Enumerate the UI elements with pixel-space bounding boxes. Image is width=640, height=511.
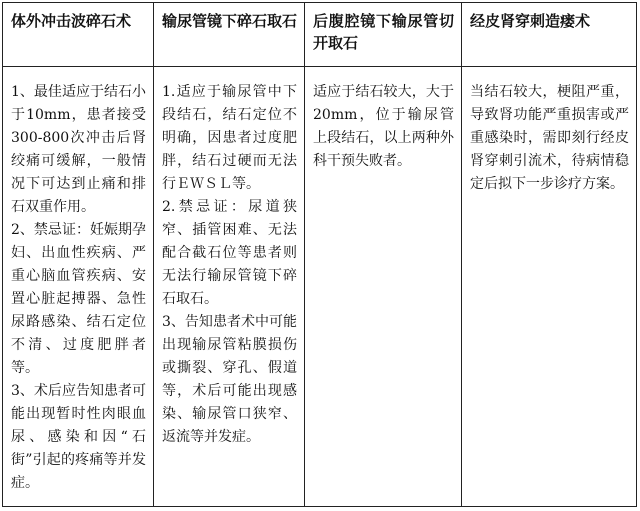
- cell-paragraph: 1.适应于输尿管中下段结石，结石定位不明确，因患者过度肥胖，结石过硬而无法行ＥＷＳＬ等。: [162, 84, 297, 192]
- cell-percutaneous-nephrostomy: [462, 67, 637, 507]
- header-laparoscopic-ureterolithotomy: 后腹腔镜下输尿管切开取石: [305, 3, 462, 67]
- cell-paragraph: 2、禁忌证：妊娠期孕妇、出血性疾病、严重心脑血管疾病、安置心脏起搏器、急性尿路感染、结石定位不清、过度肥胖者等。: [11, 222, 146, 376]
- header-percutaneous-nephrostomy: 经皮肾穿刺造瘘术: [462, 3, 637, 67]
- table-header-row: [3, 3, 637, 67]
- header-eswl: 体外冲击波碎石术: [3, 3, 154, 67]
- cell-paragraph: 2.禁忌证：尿道狭窄、插管困难、无法配合截石位等患者则无法行输尿管镜下碎石取石。: [162, 199, 297, 307]
- cell-laparoscopic-ureterolithotomy: [305, 67, 462, 507]
- treatment-comparison-table: [2, 2, 637, 507]
- cell-paragraph: 适应于结石较大，大于20mm，位于输尿管上段结石，以上两种外科干预失败者。: [313, 84, 454, 169]
- cell-paragraph: 3、术后应告知患者可能出现暂时性肉眼血尿、感染和因“石街”引起的疼痛等并发症。: [11, 383, 146, 491]
- cell-paragraph: 当结石较大，梗阻严重，导致肾功能严重损害或严重感染时，需即刻行经皮肾穿刺引流术，待病情稳定后拟下一步诊疗方案。: [470, 84, 629, 192]
- header-ureteroscopy: 输尿管镜下碎石取石: [154, 3, 305, 67]
- cell-ureteroscopy: [154, 67, 305, 507]
- cell-eswl: [3, 67, 154, 507]
- cell-paragraph: 1、最佳适应于结石小于10mm，患者接受300-800次冲击后肾绞痛可缓解，一般情况下可达到止痛和排石双重作用。: [11, 84, 146, 215]
- table-row: [3, 67, 637, 507]
- cell-paragraph: 3、告知患者术中可能出现输尿管粘膜损伤或撕裂、穿孔、假道等，术后可能出现感染、输尿管口狭窄、返流等并发症。: [162, 314, 297, 445]
